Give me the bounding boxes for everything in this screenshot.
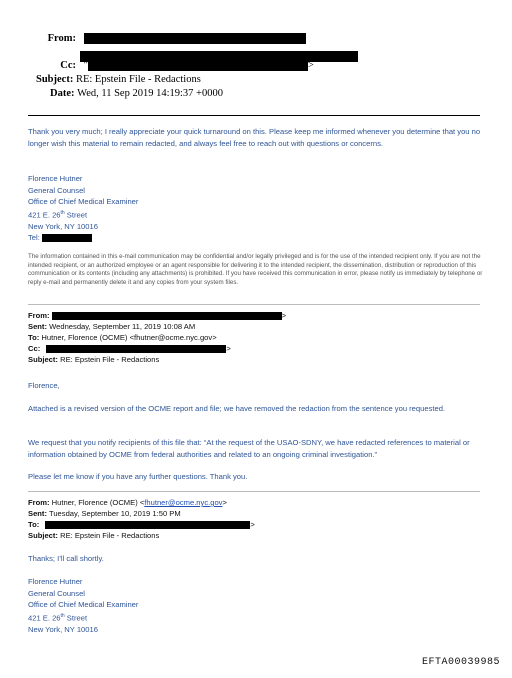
msg2-from-row: From: > <box>28 311 287 320</box>
redaction-bar <box>84 33 306 44</box>
msg3-sent-row: Sent: Tuesday, September 10, 2019 1:50 PM <box>28 509 181 518</box>
signature-name: Florence Hutner <box>28 577 83 586</box>
signature-org: Office of Chief Medical Examiner <box>28 197 139 206</box>
confidentiality-disclaimer: The information contained in this e-mail communication may be confidential and/or legally privileged and is for the use of the intended recipient only. If you are not the intended recipient, or an authorized employee or an agent responsible for delivering it to the intended recipient, the dissemination, distribution or reproduction of this communication or its contents (including any attachments) is prohibited. If you have received this communication in error, please notify us immediately by telephone or reply e-mail and permanently delete it and any copies from your system files. <box>28 253 483 286</box>
message-divider <box>28 304 480 305</box>
reply-body: Thank you very much; I really appreciate your quick turnaround on this. Please keep me informed whenever you determine that you no longer wish this material to remain redacted, and always feel free to reach out with questions or concerns. <box>28 127 481 148</box>
header-subject: RE: Epstein File - Redactions <box>75 74 201 85</box>
bates-number: EFTA00039985 <box>421 657 500 668</box>
message-2-header <box>28 310 484 365</box>
header-date: Wed, 11 Sep 2019 14:19:37 +0000 <box>77 88 223 99</box>
signature-block-2 <box>28 576 484 635</box>
signature-name: Florence Hutner <box>28 174 83 183</box>
header-cc-label: Cc: <box>60 60 76 71</box>
redaction-bar <box>45 521 250 529</box>
header-cc-prefix: " <box>83 60 88 71</box>
signature-tel: Tel: <box>28 232 484 244</box>
message-divider <box>28 491 480 492</box>
header-date-label: Date: <box>50 88 75 99</box>
signature-city: New York, NY 10016 <box>28 624 98 634</box>
redaction-bar <box>46 345 226 353</box>
header-divider <box>28 115 480 116</box>
msg3-from-email-link[interactable]: fhutner@ocme.nyc.gov <box>144 498 223 507</box>
header-from-label: From: <box>47 33 76 44</box>
message-3-header <box>28 497 484 541</box>
msg3-to-row: To: > <box>28 520 255 529</box>
redaction-bar <box>42 234 92 242</box>
signature-block <box>28 173 484 244</box>
msg2-greeting: Florence, <box>28 381 60 390</box>
msg2-paragraph-1: Attached is a revised version of the OCME report and file; we have removed the redaction from the sentence you requested. <box>28 404 446 413</box>
header-subject-row <box>36 74 201 85</box>
header-cc-suffix: > <box>307 60 314 71</box>
signature-org: Office of Chief Medical Examiner <box>28 600 139 609</box>
msg2-paragraph-2: We request that you notify recipients of this file that: “At the request of the USAO-SDNY, we have redacted references to material or information obtained by OCME from federal authorities and related to an ongoing criminal investigation.” <box>28 438 470 459</box>
header-subject-label: Subject: <box>36 74 74 85</box>
signature-street: 421 E. 26th Street <box>28 209 88 220</box>
redaction-bar <box>88 61 308 71</box>
header-cc-row <box>46 60 314 71</box>
signature-city: New York, NY 10016 <box>28 221 98 231</box>
msg2-paragraph-3: Please let me know if you have any further questions. Thank you. <box>28 472 248 481</box>
header-date-row <box>50 88 223 99</box>
msg2-to-row: To: Hutner, Florence (OCME) <fhutner@ocme.nyc.gov> <box>28 333 217 342</box>
header-from-row <box>46 33 306 44</box>
msg2-cc-row: Cc: > <box>28 344 231 353</box>
signature-street: 421 E. 26th Street <box>28 612 88 623</box>
msg3-from-row: From: Hutner, Florence (OCME) <fhutner@ocme.nyc.gov> <box>28 498 227 507</box>
redaction-bar <box>52 312 282 320</box>
msg3-subject-row: Subject: RE: Epstein File - Redactions <box>28 531 160 540</box>
msg3-body: Thanks; I’ll call shortly. <box>28 554 104 563</box>
signature-title: General Counsel <box>28 588 85 598</box>
signature-title: General Counsel <box>28 185 85 195</box>
msg2-sent-row: Sent: Wednesday, September 11, 2019 10:08 AM <box>28 322 196 331</box>
msg2-subject-row: Subject: RE: Epstein File - Redactions <box>28 355 160 364</box>
